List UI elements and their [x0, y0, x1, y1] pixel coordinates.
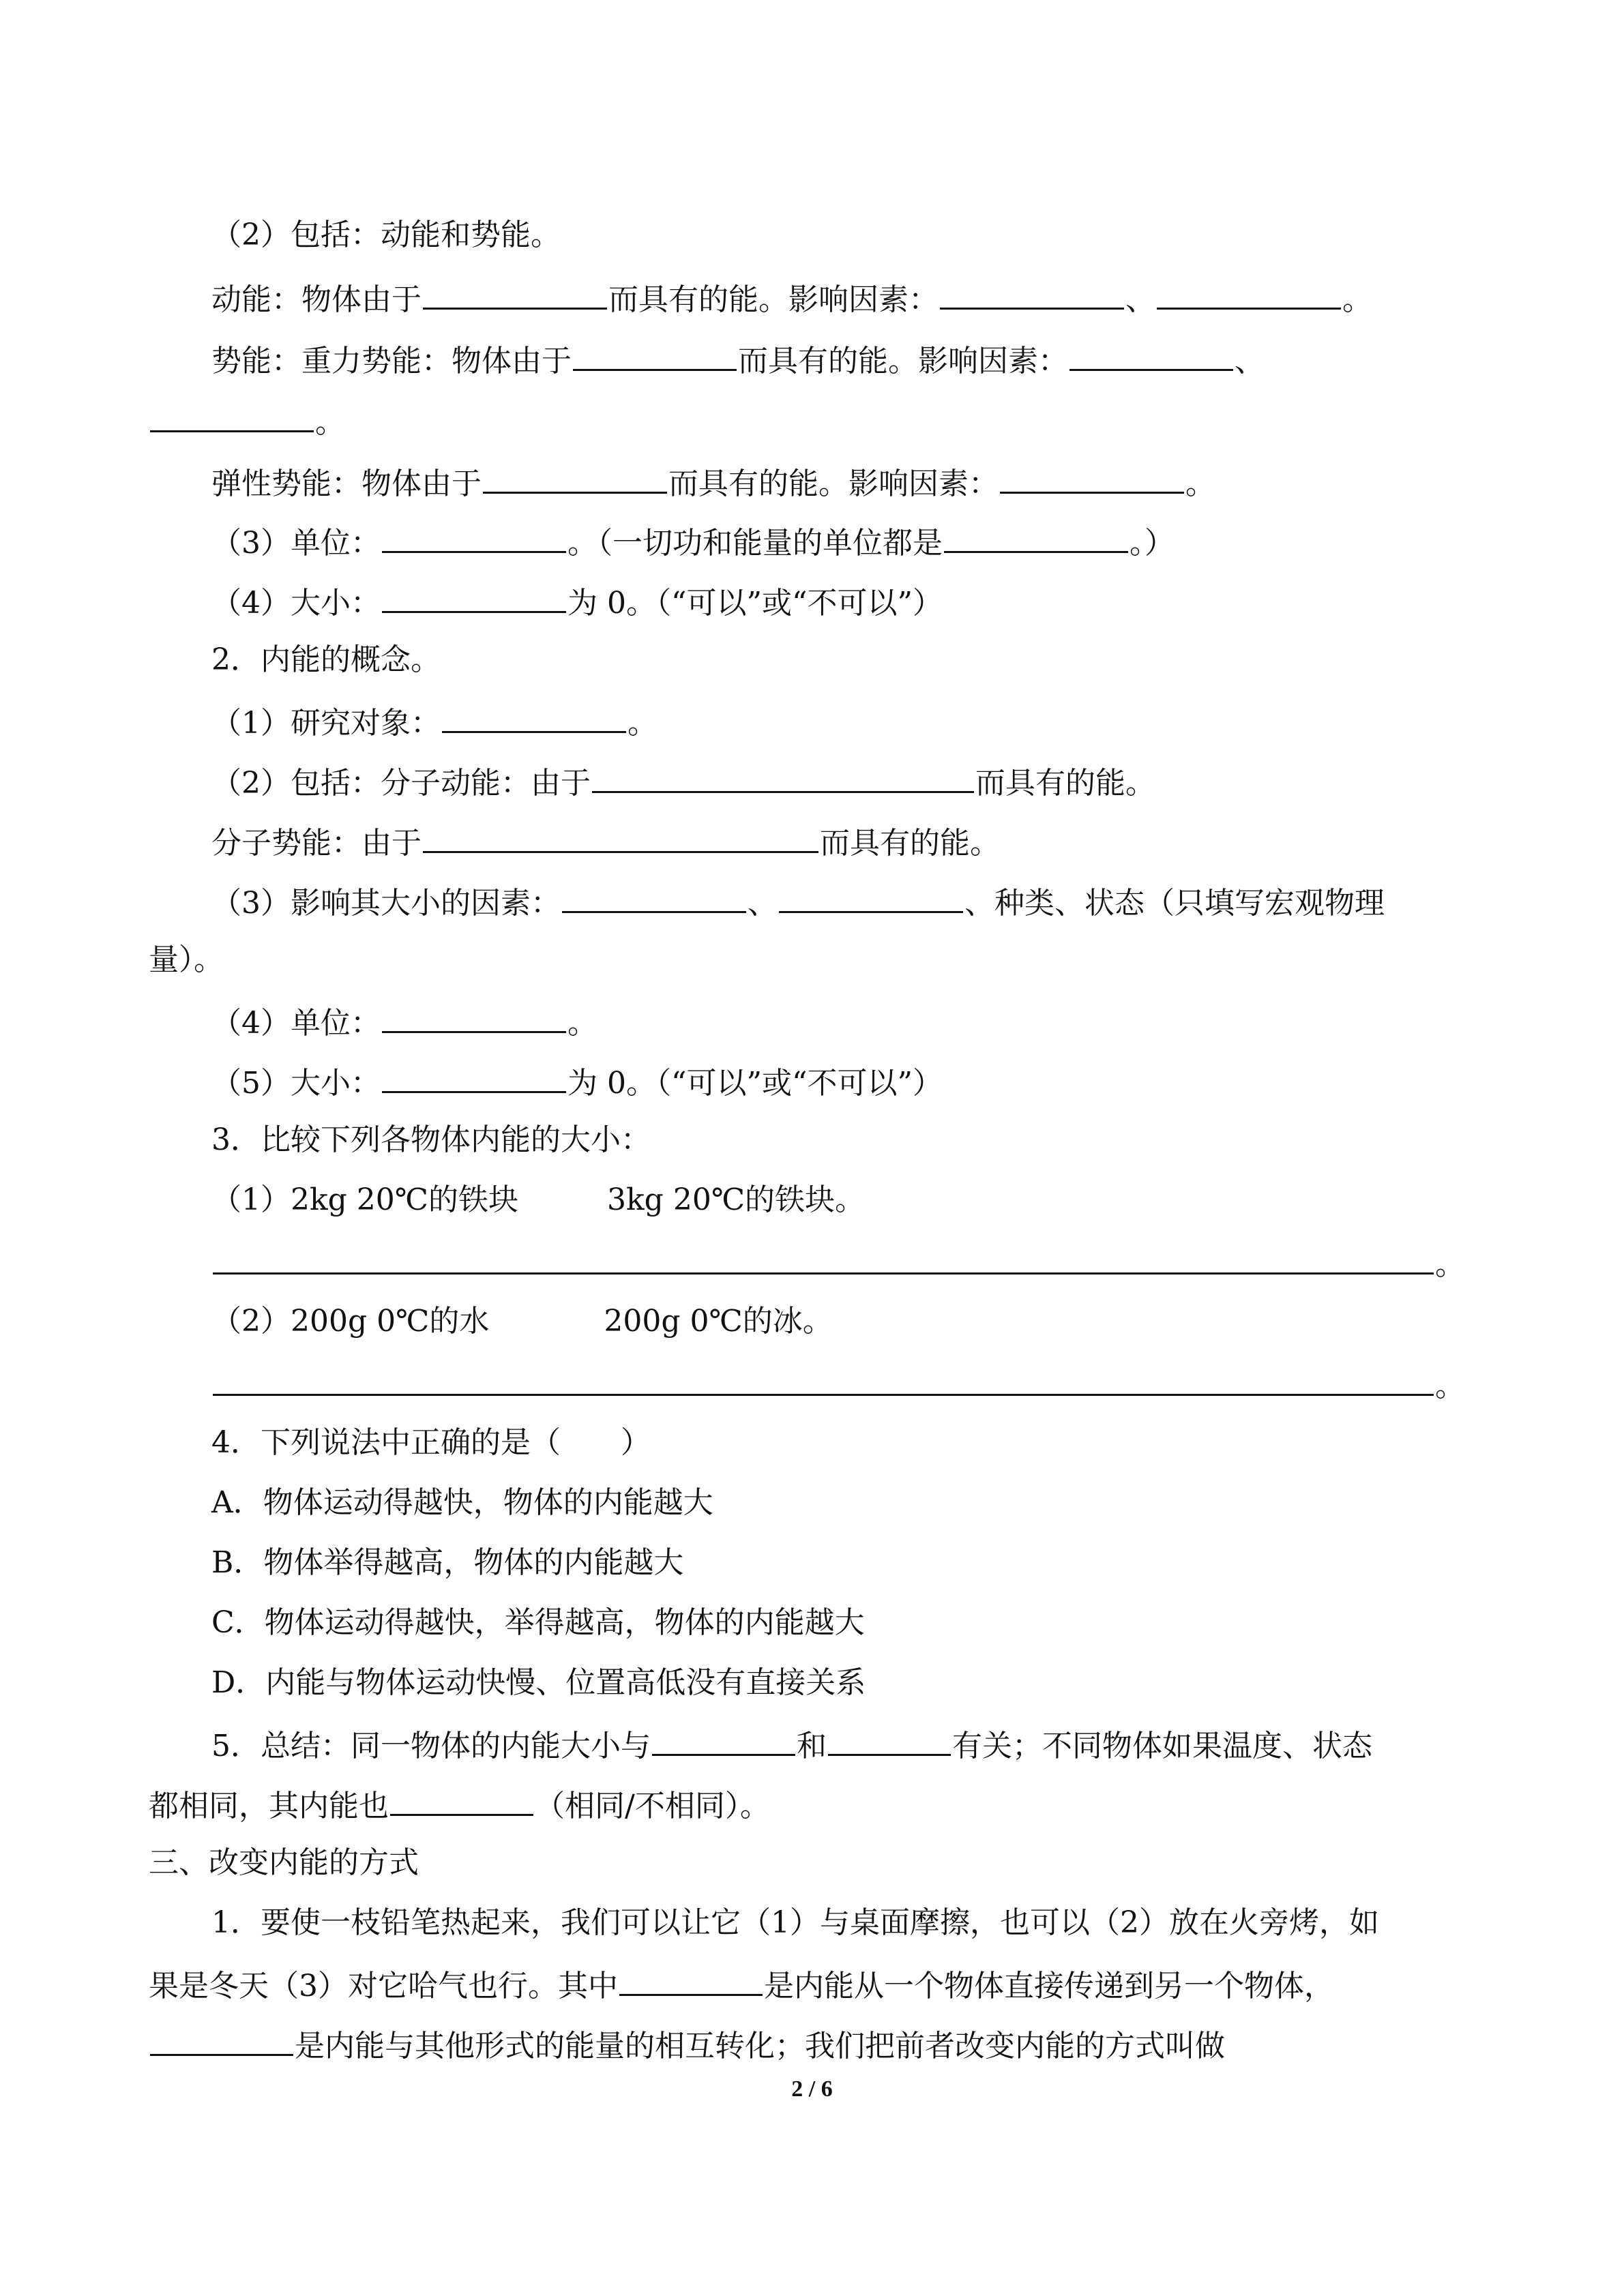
- line-18: 。: [211, 1241, 1465, 1285]
- line-14: （4）单位： 。: [211, 1000, 597, 1044]
- fill-blank[interactable]: [619, 1963, 763, 1996]
- line-1: （2）包括：动能和势能。: [211, 218, 561, 252]
- line-31: 是内能与其他形式的能量的相互转化；我们把前者改变内能的方式叫做: [149, 2023, 1225, 2067]
- fill-blank[interactable]: [382, 520, 566, 553]
- fill-blank[interactable]: [1157, 276, 1341, 310]
- line-20: 。: [211, 1362, 1465, 1407]
- line-4: 。: [149, 399, 345, 443]
- fill-blank[interactable]: [150, 399, 314, 432]
- line-15: （5）大小： 为 0。（“可以”或“不可以”）: [211, 1060, 943, 1104]
- line-7: （4）大小： 为 0。（“可以”或“不可以”）: [211, 580, 943, 624]
- line-2: 动能：物体由于 而具有的能。影响因素： 、 。: [211, 276, 1372, 320]
- fill-blank[interactable]: [944, 520, 1128, 553]
- fill-blank[interactable]: [592, 760, 974, 793]
- fill-blank[interactable]: [828, 1723, 951, 1756]
- line-21: 4．下列说法中正确的是（ ）: [211, 1425, 651, 1460]
- line-19: （2）200g 0℃的水 200g 0℃的冰。: [211, 1304, 833, 1339]
- answer-line[interactable]: [213, 1241, 1434, 1274]
- option-d[interactable]: D．内能与物体运动快慢、位置高低没有直接关系: [211, 1665, 866, 1700]
- fill-blank[interactable]: [382, 1000, 566, 1033]
- fill-blank[interactable]: [573, 338, 737, 371]
- line-10: （2）包括：分子动能：由于 而具有的能。: [211, 760, 1155, 804]
- fill-blank[interactable]: [652, 1723, 795, 1756]
- fill-blank[interactable]: [483, 460, 667, 494]
- option-a[interactable]: A．物体运动得越快，物体的内能越大: [211, 1485, 713, 1520]
- line-29: 1．要使一枝铅笔热起来，我们可以让它（1）与桌面摩擦，也可以（2）放在火旁烤，如: [211, 1905, 1379, 1940]
- line-13: 量）。: [149, 942, 224, 977]
- line-5: 弹性势能：物体由于 而具有的能。影响因素： 。: [211, 460, 1215, 505]
- page-number: 2 / 6: [791, 2076, 833, 2102]
- option-b[interactable]: B．物体举得越高，物体的内能越大: [211, 1545, 684, 1580]
- line-27: 都相同，其内能也 （相同/不相同）。: [149, 1783, 770, 1827]
- line-17: （1）2kg 20℃的铁块 3kg 20℃的铁块。: [211, 1182, 866, 1217]
- fill-blank[interactable]: [423, 276, 607, 310]
- line-3: 势能：重力势能：物体由于 而具有的能。影响因素： 、: [211, 338, 1265, 382]
- fill-blank[interactable]: [150, 2023, 293, 2056]
- fill-blank[interactable]: [423, 820, 818, 853]
- fill-blank[interactable]: [382, 580, 566, 613]
- option-c[interactable]: C．物体运动得越快，举得越高，物体的内能越大: [211, 1605, 865, 1640]
- fill-blank[interactable]: [940, 276, 1124, 310]
- answer-line[interactable]: [213, 1362, 1434, 1396]
- fill-blank[interactable]: [442, 700, 626, 733]
- section-heading: 三、改变内能的方式: [149, 1845, 419, 1880]
- fill-blank[interactable]: [390, 1783, 533, 1816]
- line-16: 3．比较下列各物体内能的大小：: [211, 1122, 651, 1157]
- line-26: 5．总结：同一物体的内能大小与 和 有关；不同物体如果温度、状态: [211, 1723, 1372, 1767]
- line-9: （1）研究对象： 。: [211, 700, 658, 744]
- line-30: 果是冬天（3）对它哈气也行。其中 是内能从一个物体直接传递到另一个物体，: [149, 1963, 1334, 2007]
- line-6: （3）单位： 。（一切功和能量的单位都是 。）: [211, 520, 1175, 564]
- fill-blank[interactable]: [1069, 338, 1233, 371]
- fill-blank[interactable]: [382, 1060, 566, 1093]
- fill-blank[interactable]: [1000, 460, 1184, 494]
- line-11: 分子势能：由于 而具有的能。: [211, 820, 1000, 864]
- line-8: 2．内能的概念。: [211, 642, 441, 677]
- fill-blank[interactable]: [562, 880, 746, 913]
- fill-blank[interactable]: [779, 880, 963, 913]
- line-12: （3）影响其大小的因素： 、 、种类、状态（只填写宏观物理: [211, 880, 1385, 924]
